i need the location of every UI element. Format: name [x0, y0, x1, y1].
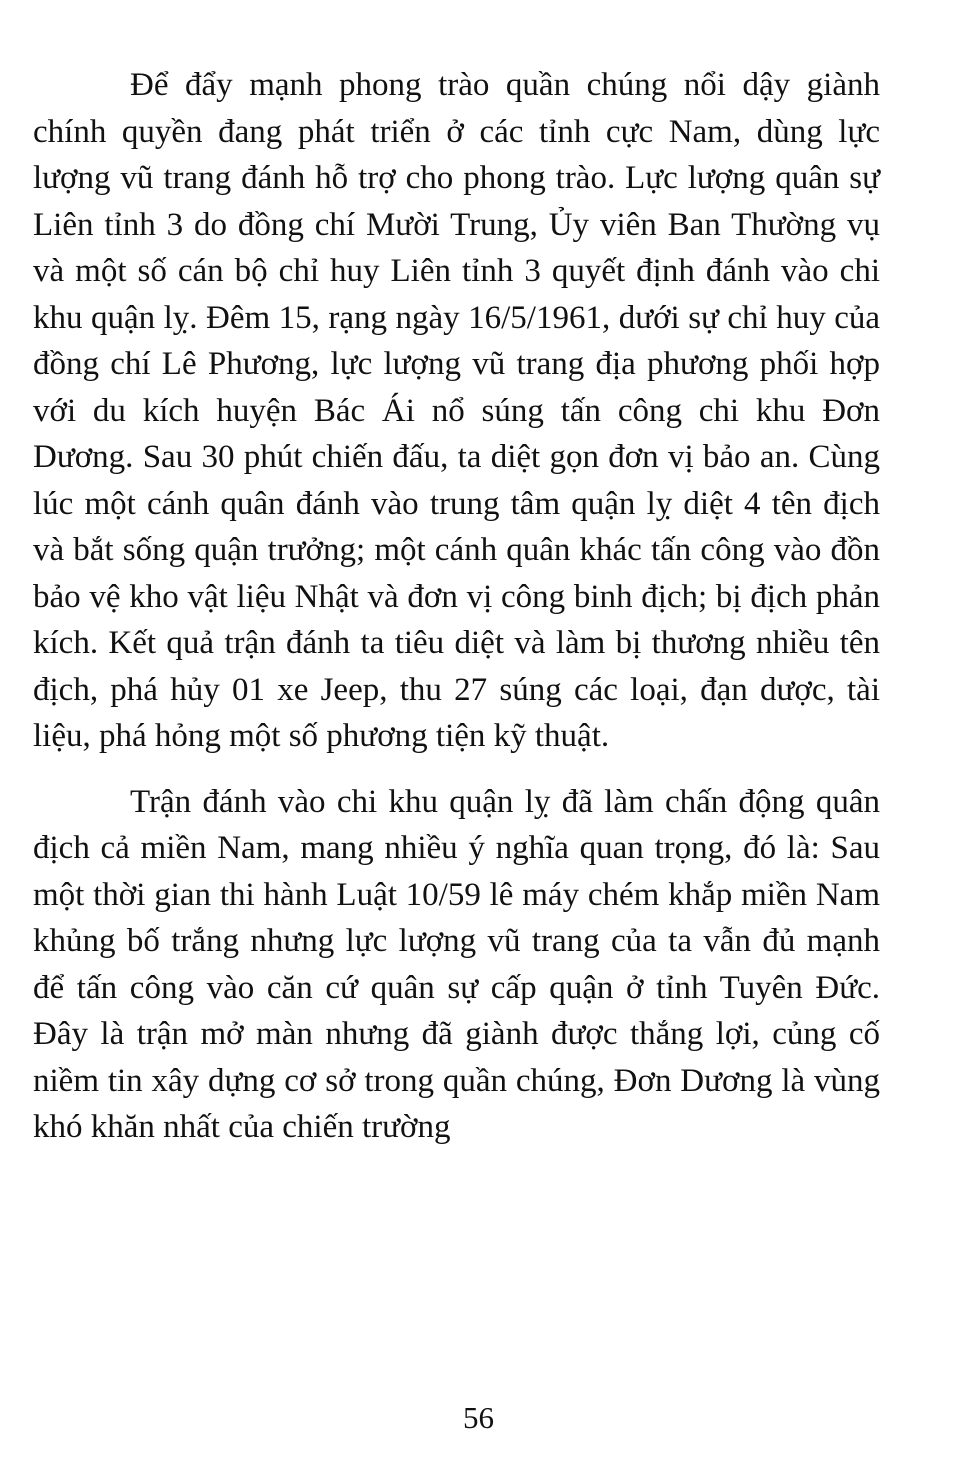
body-text — [33, 62, 880, 1151]
paragraph-2: Trận đánh vào chi khu quận lỵ đã làm chấn động quân địch cả miền Nam, mang nhiều ý nghĩa quan trọng, đó là: Sau một thời gian thi hành Luật 10/59 lê máy chém khắp miền Nam khủng bố trắng nhưng lực lượng vũ trang của ta vẫn đủ mạnh để tấn công vào căn cứ quân sự cấp quận ở tỉnh Tuyên Đức. Đây là trận mở màn nhưng đã giành được thắng lợi, củng cố niềm tin xây dựng cơ sở trong quần chúng, Đơn Dương là vùng khó khăn nhất của chiến trường — [33, 783, 880, 1145]
paragraph-1: Để đẩy mạnh phong trào quần chúng nổi dậy giành chính quyền đang phát triển ở các tỉnh cực Nam, dùng lực lượng vũ trang đánh hỗ trợ cho phong trào. Lực lượng quân sự Liên tỉnh 3 do đồng chí Mười Trung, Ủy viên Ban Thường vụ và một số cán bộ chỉ huy Liên tỉnh 3 quyết định đánh vào chi khu quận lỵ. Đêm 15, rạng ngày 16/5/1961, dưới sự chỉ huy của đồng chí Lê Phương, lực lượng vũ trang địa phương phối hợp với du kích huyện Bác Ái nổ súng tấn công chi khu Đơn Dương. Sau 30 phút chiến đấu, ta diệt gọn đơn vị bảo an. Cùng lúc một cánh quân đánh vào trung tâm quận lỵ diệt 4 tên địch và bắt sống quận trưởng; một cánh quân khác tấn công vào đồn bảo vệ kho vật liệu Nhật và đơn vị công binh địch; bị địch phản kích. Kết quả trận đánh ta tiêu diệt và làm bị thương nhiều tên địch, phá hủy 01 xe Jeep, thu 27 súng các loại, đạn dược, tài liệu, phá hỏng một số phương tiện kỹ thuật. — [33, 67, 880, 754]
page-number: 56 — [463, 1400, 494, 1435]
